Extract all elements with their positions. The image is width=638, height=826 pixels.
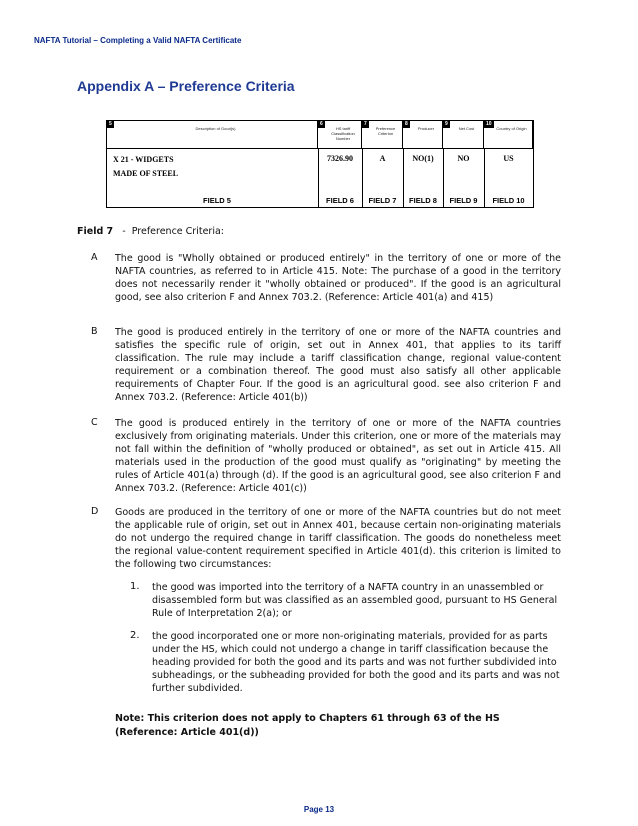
field-label: FIELD 9 (449, 196, 478, 205)
field-number: 8 (405, 121, 408, 127)
circumstance-number: 2. (130, 630, 140, 641)
form-column-7 (362, 121, 403, 148)
hs-number-value: 7326.90 (327, 154, 353, 163)
goods-description-line: X 21 - WIDGETS (113, 155, 174, 164)
form-column-6 (318, 121, 362, 148)
column-label: Producer (417, 126, 435, 131)
field-number: 5 (109, 121, 112, 127)
divider (107, 148, 533, 149)
page-number: Page 13 (303, 805, 335, 814)
criterion-letter: A (91, 252, 98, 263)
producer-value: NO(1) (412, 154, 434, 163)
net-cost-value: NO (457, 154, 470, 163)
form-column-9 (443, 121, 484, 148)
criterion-letter: C (91, 417, 98, 428)
field-label: FIELD 7 (368, 196, 397, 205)
circumstance-text: the good incorporated one or more non-originating materials, provided for as parts under the HS, which could not undergo a change in tariff classification because the heading provided for both the good and its parts and was not further subdivided into subheadings, or the subheading provided for both the good and its parts and was not further subdivided. (152, 631, 560, 694)
circumstance-number: 1. (130, 581, 140, 592)
field-number: 9 (445, 121, 448, 127)
criterion-letter: B (91, 326, 98, 337)
criterion-letter: D (91, 506, 99, 517)
criterion-text: The good is "Wholly obtained or produced entirely" in the territory of one or more of the NAFTA countries, as referred to in Article 415. Note: The purchase of a good in the territory does not necessarily render it "wholly obtained or produced". If the good is an agricultural good, see also criterion F and Annex 703.2. (Reference: Article 401(a) and 415) (115, 253, 561, 303)
certificate-form-excerpt (106, 120, 534, 208)
field-number: 10 (486, 121, 492, 127)
page-title: Appendix A – Preference Criteria (77, 78, 295, 94)
field-label: FIELD 5 (203, 196, 231, 205)
field-label: FIELD 10 (492, 196, 525, 205)
field7-separator: - (122, 226, 126, 237)
form-column-10 (484, 121, 533, 148)
column-label: Net Cost (458, 126, 475, 131)
goods-description-line: MADE OF STEEL (113, 169, 179, 178)
running-header: NAFTA Tutorial – Completing a Valid NAFTA Certificate (34, 36, 242, 45)
column-label: HS tariff Classification Number (331, 126, 355, 141)
circumstance-text: the good was imported into the territory of a NAFTA country in an unassembled or disassembled form but was classified as an assembled good, pursuant to HS General Rule of Interpretation 2(a); or (152, 582, 558, 619)
criterion-text: Goods are produced in the territory of one or more of the NAFTA countries but do not meet the applicable rule of origin, set out in Annex 401, because certain non-originating materials do not undergo the required change in tariff classification. The goods do nonetheless meet the regional value-content requirement specified in Article 401(d). this criterion is limited to the following two circumstances: (115, 507, 561, 570)
criterion-value: A (379, 154, 386, 163)
criterion-text: The good is produced entirely in the territory of one or more of the NAFTA countries exclusively from originating materials. Under this criterion, one or more of the materials may not fall within the definition of "wholly produced or obtained", as set out in Article 415. All materials used in the production of the good must qualify as "originating" by meeting the rules of Article 401(a) through (d). If the good is an agricultural good, see also criterion F and Annex 703.2. (Reference: Article 401(c)) (115, 418, 561, 494)
form-column-8 (403, 121, 443, 148)
field-label: FIELD 8 (409, 196, 437, 205)
criterion-note: Note: This criterion does not apply to Chapters 61 through 63 of the HS (Reference: Article 401(d)) (115, 713, 500, 738)
column-label: Description of Good(s) (195, 126, 236, 131)
column-label: Country of Origin (496, 126, 527, 131)
country-of-origin-value: US (503, 154, 514, 163)
field-number: 6 (320, 121, 323, 127)
form-column-5 (107, 121, 318, 148)
column-label: Preference Criterion (375, 126, 396, 136)
field-number: 7 (364, 121, 367, 127)
field7-heading (77, 226, 224, 237)
criterion-text: The good is produced entirely in the territory of one or more of the NAFTA countries and satisfies the specific rule of origin, set out in Annex 401, that applies to its tariff classification. The rule may include a tariff classification change, regional value-content requirement or a combination thereof. The good must also satisfy all other applicable requirements of Chapter Four. If the good is an agricultural good. see also criterion F and Annex 703.2. (Reference: Article 401(b)) (115, 327, 561, 403)
field7-caption: Preference Criteria: (131, 226, 224, 237)
field7-label: Field 7 (77, 226, 114, 237)
field-label: FIELD 6 (326, 196, 354, 205)
